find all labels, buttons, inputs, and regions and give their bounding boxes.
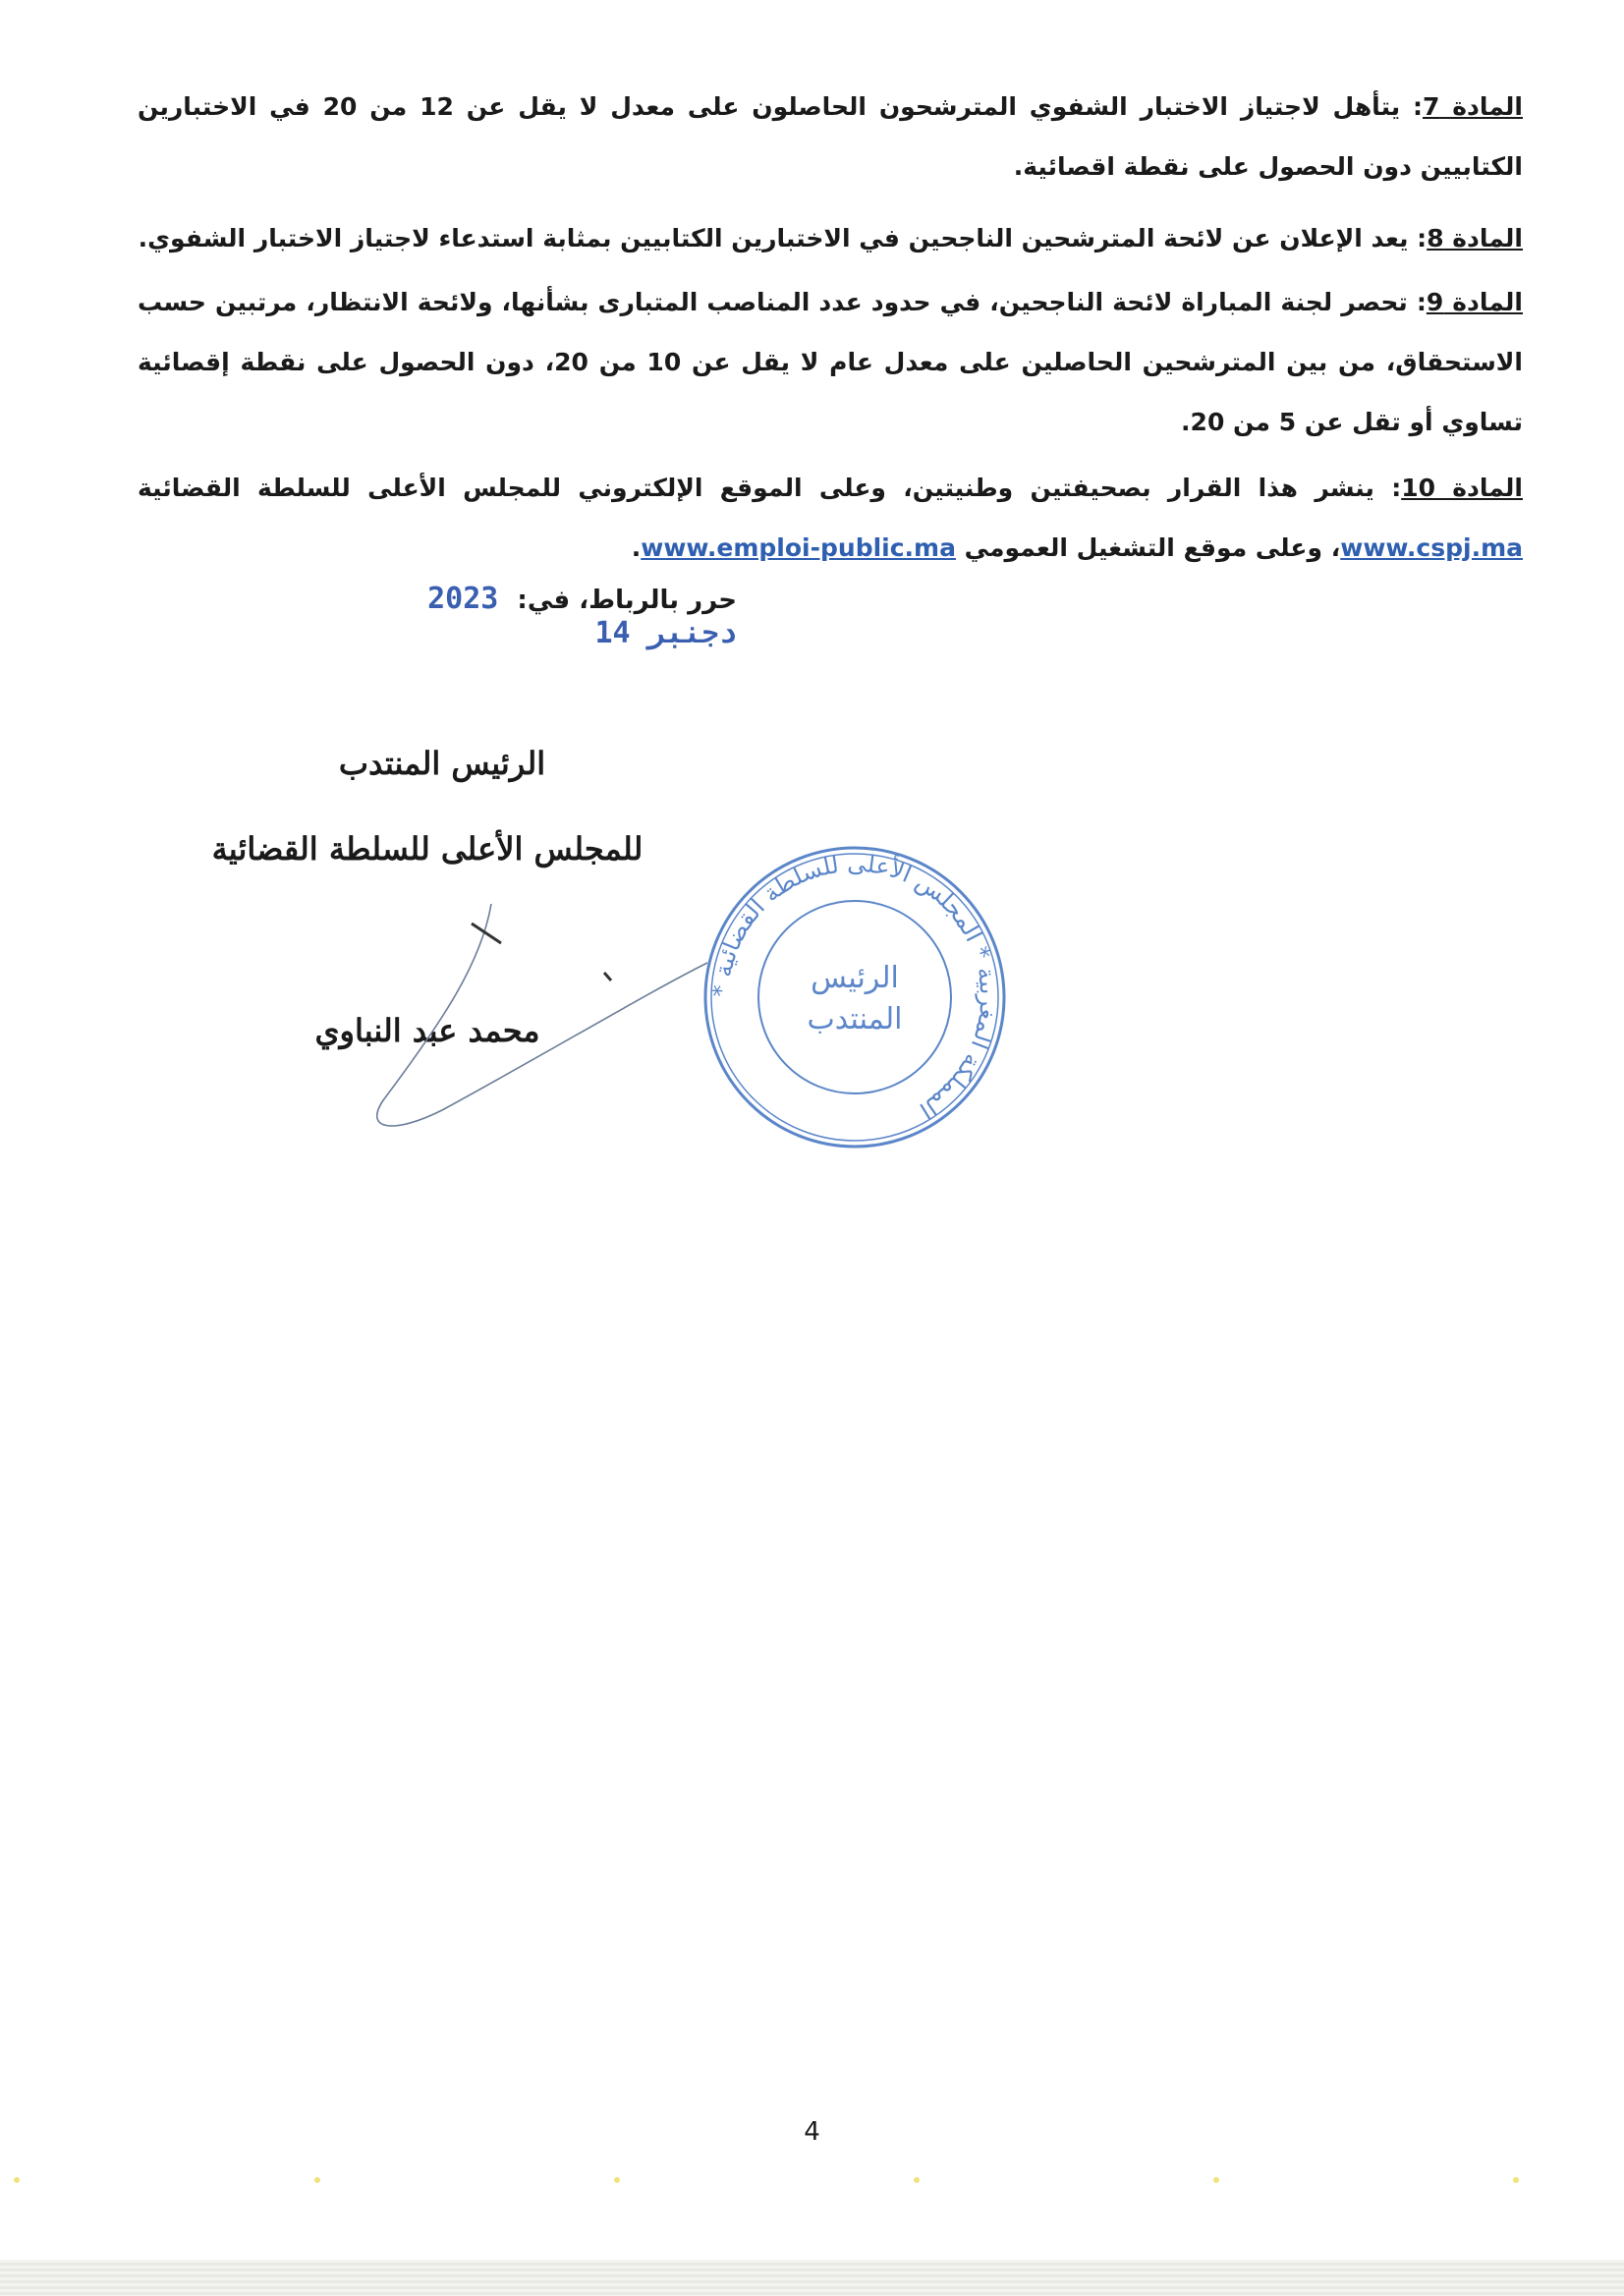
article-10-text-after: . [631,533,642,562]
signatory-title: الرئيس المنتدب [338,745,546,782]
article-9-text: : تحصر لجنة المباراة لائحة الناجحين، في حدود عدد المناصب المتبارى بشأنها، ولائحة الانتظار، مرتبين حسب الاستحقاق، من بين المترشحين الحاصلين على معدل عام لا يقل عن 10 من 20، دون الحصول على نقطة إقصائية تساوي أو تقل عن 5 من 20. [138,288,1523,436]
dateline-label: حرر بالرباط، في: [517,586,737,615]
article-7-text: : يتأهل لاجتياز الاختبار الشفوي المترشحون الحاصلون على معدل لا يقل عن 12 من 20 في الاختبارين الكتابيين دون الحصول على نقطة اقصائية. [138,92,1523,181]
signatory-institution: للمجلس الأعلى للسلطة القضائية [211,830,644,868]
article-7 [138,77,1523,196]
svg-text:المنتدب: المنتدب [807,1002,903,1036]
emploi-public-link[interactable]: www.emploi-public.ma [641,533,956,562]
article-10-text-before: : ينشر هذا القرار بصحيفتين وطنيتين، وعلى الموقع الإلكتروني للمجلس الأعلى للسلطة القضائية [138,474,1402,502]
handwritten-signature [354,904,747,1140]
signatory-name: محمد عبد النباوي [314,1012,540,1049]
decorative-speck [314,2177,320,2183]
article-10-text-between: ، وعلى موقع التشغيل العمومي [955,533,1341,562]
scan-edge-strip [0,2260,1624,2296]
decorative-speck [1213,2177,1219,2183]
decorative-speck [614,2177,620,2183]
decorative-speck [14,2177,20,2183]
article-9-label: المادة 9 [1426,288,1523,316]
stamped-date: 2023 دجنبر 14 [427,582,737,650]
dateline [324,582,737,650]
article-7-label: المادة 7 [1423,92,1523,121]
article-8 [138,208,1523,268]
article-8-label: المادة 8 [1427,224,1523,252]
official-seal [698,840,1012,1154]
decorative-speck [1513,2177,1519,2183]
article-9 [138,272,1523,452]
svg-text:* المملكة المغربية * المجلس ال: * المملكة المغربية * المجلس الأعلى للسلطة القضائية [706,849,1003,1125]
cspj-link[interactable]: www.cspj.ma [1340,533,1523,562]
decorative-speck [914,2177,920,2183]
svg-text:الرئيس: الرئيس [811,961,899,995]
article-10-label: المادة 10 [1401,474,1523,502]
article-8-text: : يعد الإعلان عن لائحة المترشحين الناجحين في الاختبارين الكتابيين بمثابة استدعاء لاجتياز الاختبار الشفوي. [138,224,1428,252]
page-number: 4 [804,2117,820,2147]
article-10 [138,458,1523,578]
